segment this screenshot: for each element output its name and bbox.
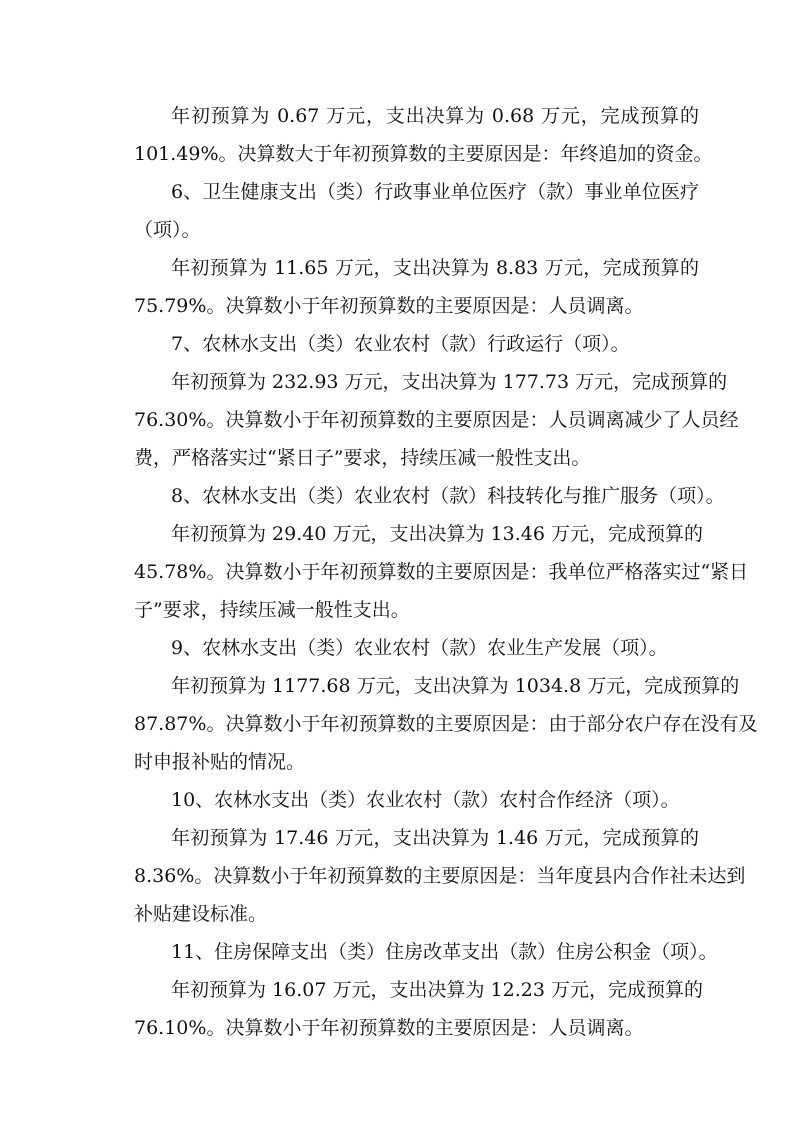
text-line: 11、住房保障支出（类）住房改革支出（款）住房公积金（项）。 <box>171 941 718 963</box>
paragraph-item-9-heading <box>96 629 699 667</box>
text-line: 子”要求，持续压减一般性支出。 <box>134 599 410 621</box>
text-line: 45.78%。决算数小于年初预算数的主要原因是：我单位严格落实过“紧日 <box>134 561 749 583</box>
text-line: 101.49%。决算数大于年初预算数的主要原因是：年终追加的资金。 <box>134 143 713 165</box>
paragraph-item-8-heading <box>96 477 725 515</box>
paragraph-item-10-heading <box>96 781 699 819</box>
text-line: 年初预算为 1177.68 万元，支出决算为 1034.8 万元，完成预算的 <box>171 675 740 697</box>
text-line: 76.10%。决算数小于年初预算数的主要原因是：人员调离。 <box>134 1017 644 1039</box>
text-line: 6、卫生健康支出（类）行政事业单位医疗（款）事业单位医疗 <box>171 181 699 203</box>
text-line: 75.79%。决算数小于年初预算数的主要原因是：人员调离。 <box>134 295 644 317</box>
paragraph-item-10-detail <box>96 819 746 933</box>
text-line: 年初预算为 29.40 万元，支出决算为 13.46 万元，完成预算的 <box>171 523 703 545</box>
paragraph-item-6-detail <box>96 249 699 325</box>
paragraph-item-7-detail <box>96 363 739 477</box>
paragraph-item-11-detail <box>96 971 703 1047</box>
text-line: 费，严格落实过“紧日子”要求，持续压减一般性支出。 <box>134 447 591 469</box>
text-line: （项）。 <box>134 219 201 241</box>
document-body <box>96 97 758 1047</box>
text-line: 年初预算为 11.65 万元，支出决算为 8.83 万元，完成预算的 <box>171 257 699 279</box>
paragraph-item-6-heading <box>96 173 699 249</box>
paragraph-item-7-heading <box>96 325 699 363</box>
text-line: 8、农林水支出（类）农业农村（款）科技转化与推广服务（项）。 <box>171 485 725 507</box>
paragraph-budget-medical-cont <box>96 97 713 173</box>
text-line: 补贴建设标准。 <box>134 903 268 925</box>
text-line: 8.36%。决算数小于年初预算数的主要原因是：当年度县内合作社未达到 <box>134 865 746 887</box>
text-line: 年初预算为 232.93 万元，支出决算为 177.73 万元，完成预算的 <box>171 371 728 393</box>
text-line: 时申报补贴的情况。 <box>134 751 306 773</box>
text-line: 76.30%。决算数小于年初预算数的主要原因是：人员调离减少了人员经 <box>134 409 739 431</box>
text-line: 10、农林水支出（类）农业农村（款）农村合作经济（项）。 <box>171 789 680 811</box>
text-line: 年初预算为 17.46 万元，支出决算为 1.46 万元，完成预算的 <box>171 827 699 849</box>
text-line: 7、农林水支出（类）农业农村（款）行政运行（项）。 <box>171 333 630 355</box>
paragraph-item-11-heading <box>96 933 718 971</box>
paragraph-item-8-detail <box>96 515 749 629</box>
text-line: 年初预算为 0.67 万元，支出决算为 0.68 万元，完成预算的 <box>171 105 699 127</box>
text-line: 9、农林水支出（类）农业农村（款）农业生产发展（项）。 <box>171 637 668 659</box>
paragraph-item-9-detail <box>96 667 758 781</box>
text-line: 年初预算为 16.07 万元，支出决算为 12.23 万元，完成预算的 <box>171 979 703 1001</box>
text-line: 87.87%。决算数小于年初预算数的主要原因是：由于部分农户存在没有及 <box>134 713 758 735</box>
